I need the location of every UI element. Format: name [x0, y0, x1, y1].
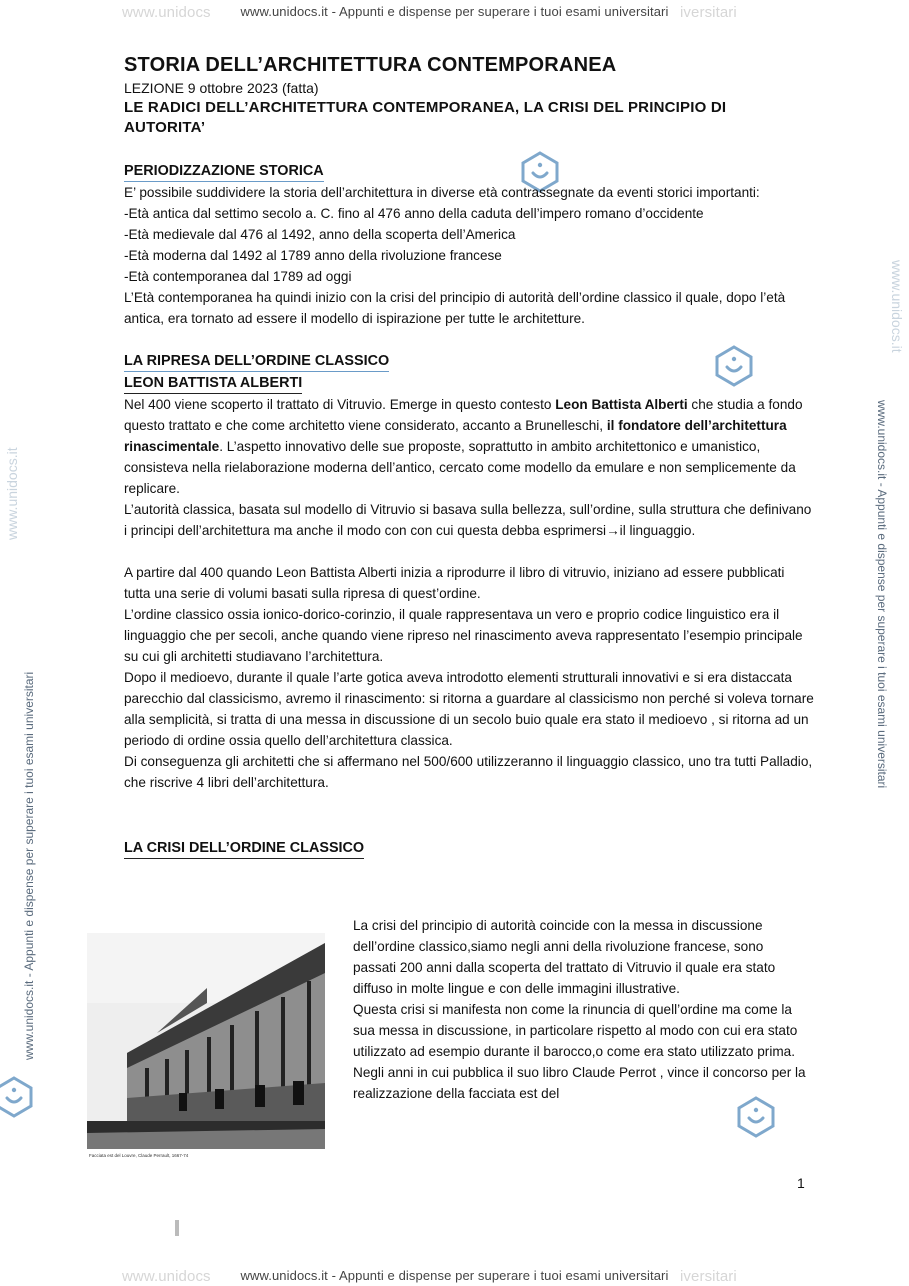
section2-paragraph-2: L’autorità classica, basata sul modello di Vitruvio si basava sulla bellezza, sull’ordine, sulla struttura che definivano i principi dell’architettura ma anche il modo con con cui questa debba esprimersi→il linguaggio. — [124, 502, 812, 538]
watermark-side-left: www.unidocs.it - Appunti e dispense per superare i tuoi esami universitari — [22, 671, 36, 1060]
watermark-ghost-right: iversitari — [680, 4, 737, 21]
figure-caption: Facciata est del Louvre, Claude Perrault, 1667-74 — [89, 1153, 189, 1158]
page-title: STORIA DELL’ARCHITETTURA CONTEMPORANEA — [124, 54, 617, 76]
watermark-side-ghost-left: www.unidocs.it — [4, 447, 20, 540]
watermark-bottom-text: www.unidocs.it - Appunti e dispense per superare i tuoi esami universitari — [240, 1268, 669, 1283]
section-heading-periodizzazione: PERIODIZZAZIONE STORICA — [124, 161, 324, 182]
section-heading-ripresa: LA RIPRESA DELL’ORDINE CLASSICO — [124, 351, 389, 372]
section3-paragraph-1: La crisi del principio di autorità coincide con la messa in discussione dell’ordine classico,siamo negli anni della rivoluzione francese, sono passati 200 anni dalla scoperta del trattato di Vitruvio il quale era stato diffuso in molte lingue e con delle immagini illustrative. — [353, 918, 776, 996]
section-heading-crisi: LA CRISI DELL’ORDINE CLASSICO — [124, 838, 364, 859]
section1-closing: L’Età contemporanea ha quindi inizio con la crisi del principio di autorità dell’ordine classico il quale, dopo l’età antica, era tornato ad essere il modello di ispirazione per tutte le architetture. — [124, 290, 786, 326]
section2-paragraph-4: L’ordine classico ossia ionico-dorico-corinzio, il quale rappresentava un vero e proprio codice linguistico era il linguaggio che per secoli, anche quando viene ripreso nel rinascimento aveva rappresentato l’esempio principale su cui gli architetti studiavano l’architettura. — [124, 607, 803, 664]
section2-paragraph-5: Dopo il medioevo, durante il quale l’arte gotica aveva introdotto elementi strutturali innovativi e si era distaccata parecchio dal classicismo, avremo il rinascimento: si ritorna a guardare al classicismo non perché si voleva tornare alla semplicità, si tratta di una messa in discussione di un secolo buio quale era stato il medioevo , si ritorna ad un periodo di ordine ossia quello dell’architettura classica. — [124, 670, 814, 748]
section2-paragraph-6: Di conseguenza gli architetti che si affermano nel 500/600 utilizzeranno il linguaggio classico, uno tra tutti Palladio, che riscrive 4 libri dell’architettura. — [124, 754, 813, 790]
watermark-side-right: www.unidocs.it - Appunti e dispense per superare i tuoi esami universitari — [875, 400, 889, 789]
page-number: 1 — [797, 1175, 805, 1191]
section3-paragraph-2: Questa crisi si manifesta non come la rinuncia di quell’ordine ma come la sua messa in discussione, in particolare rispetto al modo con cui era stato utilizzato ad esempio durante il barocco,o come era stato utilizzato prima. Negli anni in cui pubblica il suo libro Claude Perrot , vince il concorso per la realizzazione della facciata est del — [353, 1002, 806, 1101]
watermark-side-ghost-right: www.unidocs.it — [889, 260, 905, 353]
unidocs-logo-icon — [0, 1075, 36, 1119]
main-content — [124, 52, 814, 859]
list-item: -Età antica dal settimo secolo a. C. fino al 476 anno della caduta dell’impero romano d’occidente — [124, 206, 704, 221]
list-item: -Età medievale dal 476 al 1492, anno della scoperta dell’America — [124, 227, 516, 242]
lesson-subtitle: LE RADICI DELL’ARCHITETTURA CONTEMPORANEA, LA CRISI DEL PRINCIPIO DI AUTORITA’ — [124, 99, 727, 136]
section2-paragraph-1: Nel 400 viene scoperto il trattato di Vitruvio. Emerge in questo contesto Leon Battista Alberti che studia a fondo questo trattato e che come architetto viene considerato, accanto a Brunelleschi, il fondatore dell’architettura rinascimentale. L’aspetto innovativo delle sue proposte, soprattutto in ambito architettonico e umanistico, consisteva nella rielaborazione moderna dell’antico, cercato come modello da emulare e non semplicemente da replicare. — [124, 397, 803, 496]
scan-mark — [175, 1220, 179, 1236]
subheading-alberti: LEON BATTISTA ALBERTI — [124, 373, 302, 394]
watermark-top-text: www.unidocs.it - Appunti e dispense per superare i tuoi esami universitari — [240, 4, 669, 19]
watermark-ghost-left: www.unidocs — [122, 1268, 211, 1285]
watermark-ghost-right: iversitari — [680, 1268, 737, 1285]
watermark-top — [0, 4, 909, 19]
watermark-ghost-left: www.unidocs — [122, 4, 211, 21]
crisi-text-column — [353, 915, 809, 1104]
lesson-date: LEZIONE 9 ottobre 2023 (fatta) — [124, 80, 319, 96]
louvre-colonnade-photo — [87, 933, 325, 1149]
section2-paragraph-3: A partire dal 400 quando Leon Battista Alberti inizia a riprodurre il libro di vitruvio, iniziano ad essere pubblicati tutta una serie di volumi basati sulla ripresa di quest’ordine. — [124, 565, 785, 601]
list-item: -Età contemporanea dal 1789 ad oggi — [124, 269, 352, 284]
watermark-bottom — [0, 1268, 909, 1283]
list-item: -Età moderna dal 1492 al 1789 anno della rivoluzione francese — [124, 248, 502, 263]
section1-intro: E’ possibile suddividere la storia dell’architettura in diverse età contrassegnate da eventi storici importanti: — [124, 185, 760, 200]
louvre-figure — [87, 933, 327, 1158]
